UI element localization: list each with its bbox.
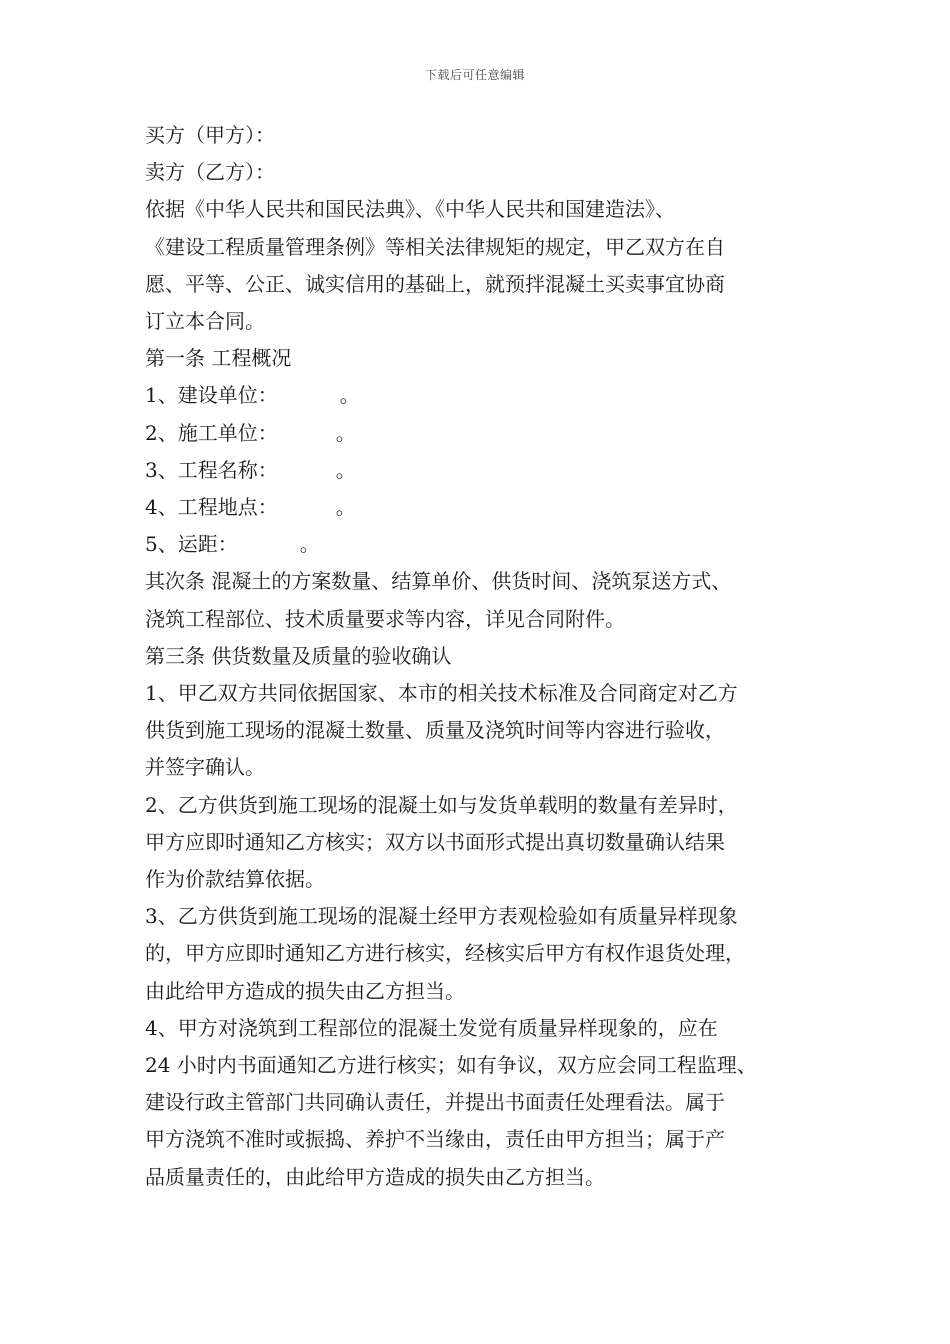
clause-line: 1、甲乙双方共同依据国家、本市的相关技术标准及合同商定对乙方 [145,681,738,706]
intro-line: 愿、平等、公正、诚实信用的基础上，就预拌混凝土买卖事宜协商 [145,271,725,296]
item-end: 。 [339,383,360,408]
clause-line: 供货到施工现场的混凝土数量、质量及浇筑时间等内容进行验收， [145,718,725,743]
clause-line: 24 小时内书面通知乙方进行核实；如有争议，双方应会同工程监理、 [145,1053,757,1078]
item-end: 。 [335,457,356,482]
clause-line: 3、乙方供货到施工现场的混凝土经甲方表观检验如有质量异样现象 [145,904,738,929]
clause-line: 的，甲方应即时通知乙方进行核实，经核实后甲方有权作退货处理， [145,941,745,966]
intro-line: 依据《中华人民共和国民法典》、《中华人民共和国建造法》、 [145,197,675,222]
clause-line: 建设行政主管部门共同确认责任，并提出书面责任处理看法。属于 [145,1090,725,1115]
item-label: 4、工程地点： [145,495,278,520]
article1-item [145,415,835,452]
intro-line: 《建设工程质量管理条例》等相关法律规矩的规定，甲乙双方在自 [145,234,725,259]
article3-title: 第三条 供货数量及质量的验收确认 [145,643,452,668]
article1-title: 第一条 工程概况 [145,346,292,371]
article1-item [145,489,835,526]
article2-line: 浇筑工程部位、技术质量要求等内容，详见合同附件。 [145,606,625,631]
page-header: 下载后可任意编辑 [424,68,525,82]
clause-line: 2、乙方供货到施工现场的混凝土如与发货单载明的数量有差异时， [145,792,738,817]
article1-item [145,452,835,489]
clause-line: 甲方浇筑不准时或振捣、养护不当缘由，责任由甲方担当；属于产 [145,1127,725,1152]
intro-line: 订立本合同。 [145,309,265,334]
clause-line: 品质量责任的，由此给甲方造成的损失由乙方担当。 [145,1164,605,1189]
buyer-line: 买方（甲方）： [145,123,275,147]
item-label: 3、工程名称： [145,457,278,482]
item-end: 。 [299,532,320,557]
article2-line: 其次条 混凝土的方案数量、结算单价、供货时间、浇筑泵送方式、 [145,569,732,594]
item-label: 1、建设单位： [145,383,278,408]
contract-body [145,117,835,1196]
clause-line: 甲方应即时通知乙方核实；双方以书面形式提出真切数量确认结果 [145,829,725,854]
clause-line: 并签字确认。 [145,755,265,780]
item-end: 。 [335,420,356,445]
item-label: 2、施工单位： [145,420,278,445]
clause-line: 4、甲方对浇筑到工程部位的混凝土发觉有质量异样现象的，应在 [145,1015,718,1040]
clause-line: 作为价款结算依据。 [145,867,325,892]
item-label: 5、运距： [145,532,238,557]
article1-item [145,526,835,563]
item-end: 。 [335,495,356,520]
article1-item [145,377,835,414]
clause-line: 由此给甲方造成的损失由乙方担当。 [145,978,465,1003]
seller-line: 卖方（乙方）： [145,160,275,185]
